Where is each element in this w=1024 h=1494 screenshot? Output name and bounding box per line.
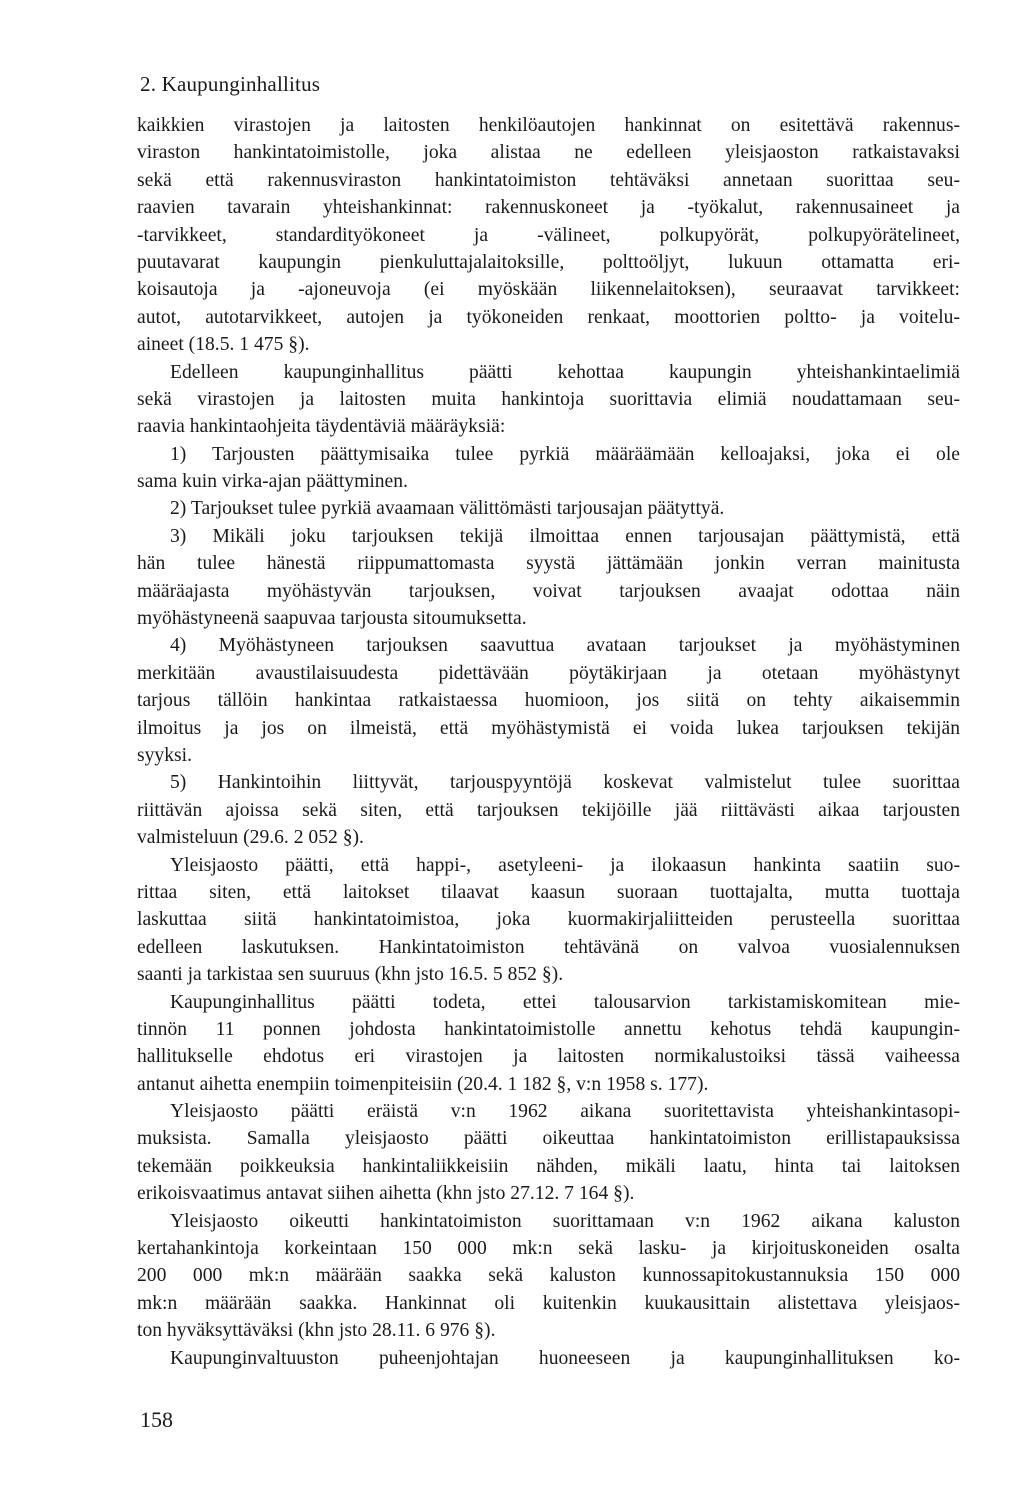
text-line: ilmoitus ja jos on ilmeistä, että myöhästymistä ei voida lukea tarjouksen tekijän (137, 717, 960, 739)
text-line: kertahankintoja korkeintaan 150 000 mk:n sekä lasku- ja kirjoituskoneiden osalta (137, 1238, 960, 1260)
text-line: hän tulee hänestä riippumattomasta syystä jättämään jonkin verran mainitusta (137, 553, 960, 575)
text-line: aineet (18.5. 1 475 §). (137, 334, 310, 356)
running-head: 2. Kaupunginhallitus (140, 72, 321, 96)
text-line: raavien tavarain yhteishankinnat: rakennuskoneet ja -työkalut, rakennusaineet ja (137, 197, 960, 219)
text-line: sama kuin virka-ajan päättyminen. (137, 471, 408, 493)
text-line: 4) Myöhästyneen tarjouksen saavuttua avataan tarjoukset ja myöhästyminen (170, 635, 960, 657)
text-line: laskuttaa siitä hankintatoimistoa, joka kuormakirjaliitteiden perusteella suorittaa (137, 909, 960, 931)
text-line: autot, autotarvikkeet, autojen ja työkoneiden renkaat, moottorien poltto- ja voitelu- (137, 306, 960, 328)
text-line: määräajasta myöhästyvän tarjouksen, voivat tarjouksen avaajat odottaa näin (137, 580, 960, 602)
text-line: kaikkien virastojen ja laitosten henkilöautojen hankinnat on esitettävä rakennus- (137, 115, 960, 136)
text-line: Kaupunginvaltuuston puheenjohtajan huoneeseen ja kaupunginhallituksen ko- (170, 1347, 960, 1369)
text-line: myöhästyneenä saapuvaa tarjousta sitoumuksetta. (137, 608, 527, 630)
text-line: 200 000 mk:n määrään saakka sekä kaluston kunnossapitokustannuksia 150 000 (137, 1265, 960, 1287)
text-line: hallitukselle ehdotus eri virastojen ja laitosten normikalustoiksi tässä vaiheessa (137, 1046, 960, 1068)
text-line: Edelleen kaupunginhallitus päätti kehottaa kaupungin yhteishankintaelimiä (170, 361, 960, 383)
text-line: koisautoja ja -ajoneuvoja (ei myöskään liikennelaitoksen), seuraavat tarvikkeet: (137, 279, 960, 301)
text-line: raavia hankintaohjeita täydentäviä määräyksiä: (137, 416, 506, 438)
text-line: riittävän ajoissa sekä siten, että tarjouksen tekijöille jää riittävästi aikaa tarjousten (137, 799, 960, 821)
text-line: antanut aihetta enempiin toimenpiteisiin (20.4. 1 182 §, v:n 1958 s. 177). (137, 1073, 709, 1095)
text-line: tarjous tällöin hankintaa ratkaistaessa huomioon, jos siitä on tehty aikaisemmin (137, 690, 960, 712)
text-line: edelleen laskutuksen. Hankintatoimiston tehtävänä on valvoa vuosialennuksen (137, 936, 960, 958)
text-line: 2) Tarjoukset tulee pyrkiä avaamaan välittömästi tarjousajan päätyttyä. (170, 498, 725, 520)
text-line: tekemään poikkeuksia hankintaliikkeisiin nähden, mikäli laatu, hinta tai laitoksen (137, 1155, 960, 1177)
page-number: 158 (140, 1407, 173, 1432)
text-line: erikoisvaatimus antavat siihen aihetta (khn jsto 27.12. 7 164 §). (137, 1183, 635, 1205)
text-line: muksista. Samalla yleisjaosto päätti oikeuttaa hankintatoimiston erillistapauksissa (137, 1128, 960, 1150)
text-line: saanti ja tarkistaa sen suuruus (khn jsto 16.5. 5 852 §). (137, 964, 564, 986)
text-line: Yleisjaosto päätti eräistä v:n 1962 aikana suoritettavista yhteishankintasopi- (170, 1101, 960, 1123)
body-text (137, 112, 960, 1372)
text-line: sekä virastojen ja laitosten muita hankintoja suorittavia elimiä noudattamaan seu- (137, 388, 960, 410)
text-line: -tarvikkeet, standardityökoneet ja -välineet, polkupyörät, polkupyörätelineet, (137, 224, 960, 246)
text-line: viraston hankintatoimistolle, joka alistaa ne edelleen yleisjaoston ratkaistavaksi (137, 142, 960, 164)
text-line: syyksi. (137, 744, 192, 766)
text-line: Yleisjaosto oikeutti hankintatoimiston suorittamaan v:n 1962 aikana kaluston (170, 1210, 960, 1232)
text-line: 5) Hankintoihin liittyvät, tarjouspyyntöjä koskevat valmistelut tulee suorittaa (170, 772, 960, 794)
text-line: 1) Tarjousten päättymisaika tulee pyrkiä määräämään kelloajaksi, joka ei ole (170, 443, 960, 465)
text-line: mk:n määrään saakka. Hankinnat oli kuitenkin kuukausittain alistettava yleisjaos- (137, 1292, 960, 1314)
text-line: rittaa siten, että laitokset tilaavat kaasun suoraan tuottajalta, mutta tuottaja (137, 881, 960, 903)
text-line: 3) Mikäli joku tarjouksen tekijä ilmoittaa ennen tarjousajan päättymistä, että (170, 525, 960, 547)
text-line: tinnön 11 ponnen johdosta hankintatoimistolle annettu kehotus tehdä kaupungin- (137, 1018, 960, 1040)
text-line: Kaupunginhallitus päätti todeta, ettei talousarvion tarkistamiskomitean mie- (170, 991, 960, 1013)
text-line: puutavarat kaupungin pienkuluttajalaitoksille, polttoöljyt, lukuun ottamatta eri- (137, 251, 960, 273)
text-line: merkitään avaustilaisuudesta pidettävään pöytäkirjaan ja otetaan myöhästynyt (137, 662, 960, 684)
text-line: Yleisjaosto päätti, että happi-, asetyleeni- ja ilokaasun hankinta saatiin suo- (170, 854, 960, 876)
text-line: ton hyväksyttäväksi (khn jsto 28.11. 6 976 §). (137, 1320, 496, 1342)
text-line: sekä että rakennusviraston hankintatoimiston tehtäväksi annetaan suorittaa seu- (137, 169, 960, 191)
text-line: valmisteluun (29.6. 2 052 §). (137, 827, 364, 849)
